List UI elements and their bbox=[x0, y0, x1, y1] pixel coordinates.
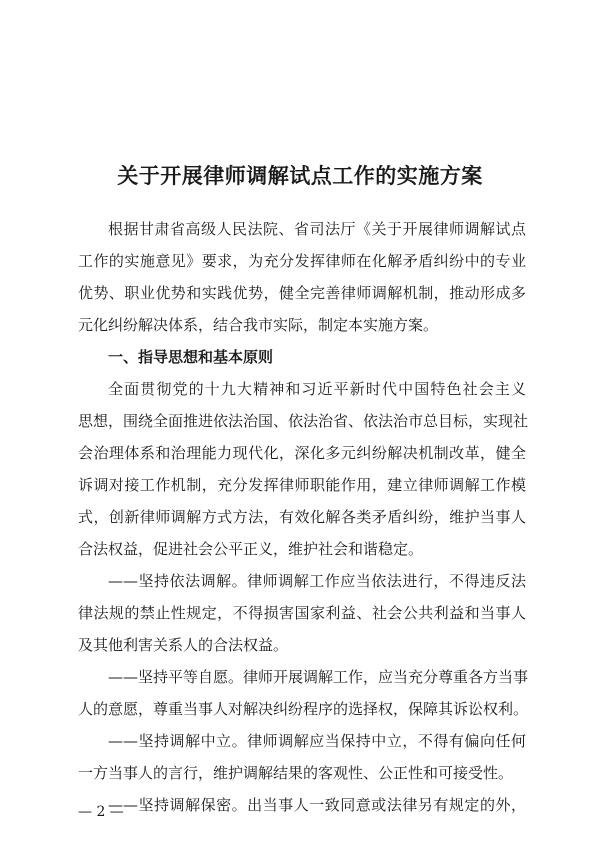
document-title: 关于开展律师调解试点工作的实施方案 bbox=[117, 164, 483, 188]
intro-line-2: 工作的实施意见》要求，为充分发挥律师在化解矛盾纠纷中的专业 bbox=[78, 252, 526, 270]
guiding-line-6: 合法权益，促进社会公平正义，维护社会和谐稳定。 bbox=[78, 540, 424, 558]
principle-equal-line-2: 人的意愿，尊重当事人对解决纠纷程序的选择权，保障其诉讼权利。 bbox=[78, 700, 529, 718]
guiding-line-1: 全面贯彻党的十九大精神和习近平新时代中国特色社会主义 bbox=[108, 380, 526, 398]
principle-equal-line-1: ——坚持平等自愿。律师开展调解工作，应当充分尊重各方当事 bbox=[108, 668, 529, 686]
principle-neutral-line-2: 一方当事人的言行，维护调解结果的客观性、公正性和可接受性。 bbox=[78, 764, 514, 782]
guiding-line-3: 会治理体系和治理能力现代化，深化多元纠纷解决机制改革，健全 bbox=[78, 444, 526, 462]
guiding-line-2: 思想，围绕全面推进依法治国、依法治省、依法治市总目标，实现社 bbox=[78, 412, 529, 430]
principle-law-line-2: 律法规的禁止性规定，不得损害国家利益、社会公共利益和当事人 bbox=[78, 604, 526, 622]
intro-line-3: 优势、职业优势和实践优势，健全完善律师调解机制，推动形成多 bbox=[78, 284, 526, 302]
principle-law-line-1: ——坚持依法调解。律师调解工作应当依法进行，不得违反法 bbox=[108, 572, 526, 590]
principle-neutral-line-1: ——坚持调解中立。律师调解应当保持中立，不得有偏向任何 bbox=[108, 732, 526, 750]
guiding-line-5: 式，创新律师调解方式方法，有效化解各类矛盾纠纷，维护当事人 bbox=[78, 508, 526, 526]
guiding-line-4: 诉调对接工作机制，充分发挥律师职能作用，建立律师调解工作模 bbox=[78, 476, 526, 494]
principle-confidential-line-1: ——坚持调解保密。出当事人一致同意或法律另有规定的外， bbox=[108, 796, 526, 814]
intro-line-1: 根据甘肃省高级人民法院、省司法厅《关于开展律师调解试点 bbox=[108, 220, 526, 238]
intro-line-4: 元化纠纷解决体系，结合我市实际，制定本实施方案。 bbox=[78, 316, 439, 334]
document-body bbox=[78, 213, 529, 821]
page-number: — 2 — bbox=[78, 804, 124, 820]
principle-law-line-3: 及其他利害关系人的合法权益。 bbox=[78, 636, 289, 654]
section-heading-guiding-principles: 一、指导思想和基本原则 bbox=[108, 348, 274, 366]
